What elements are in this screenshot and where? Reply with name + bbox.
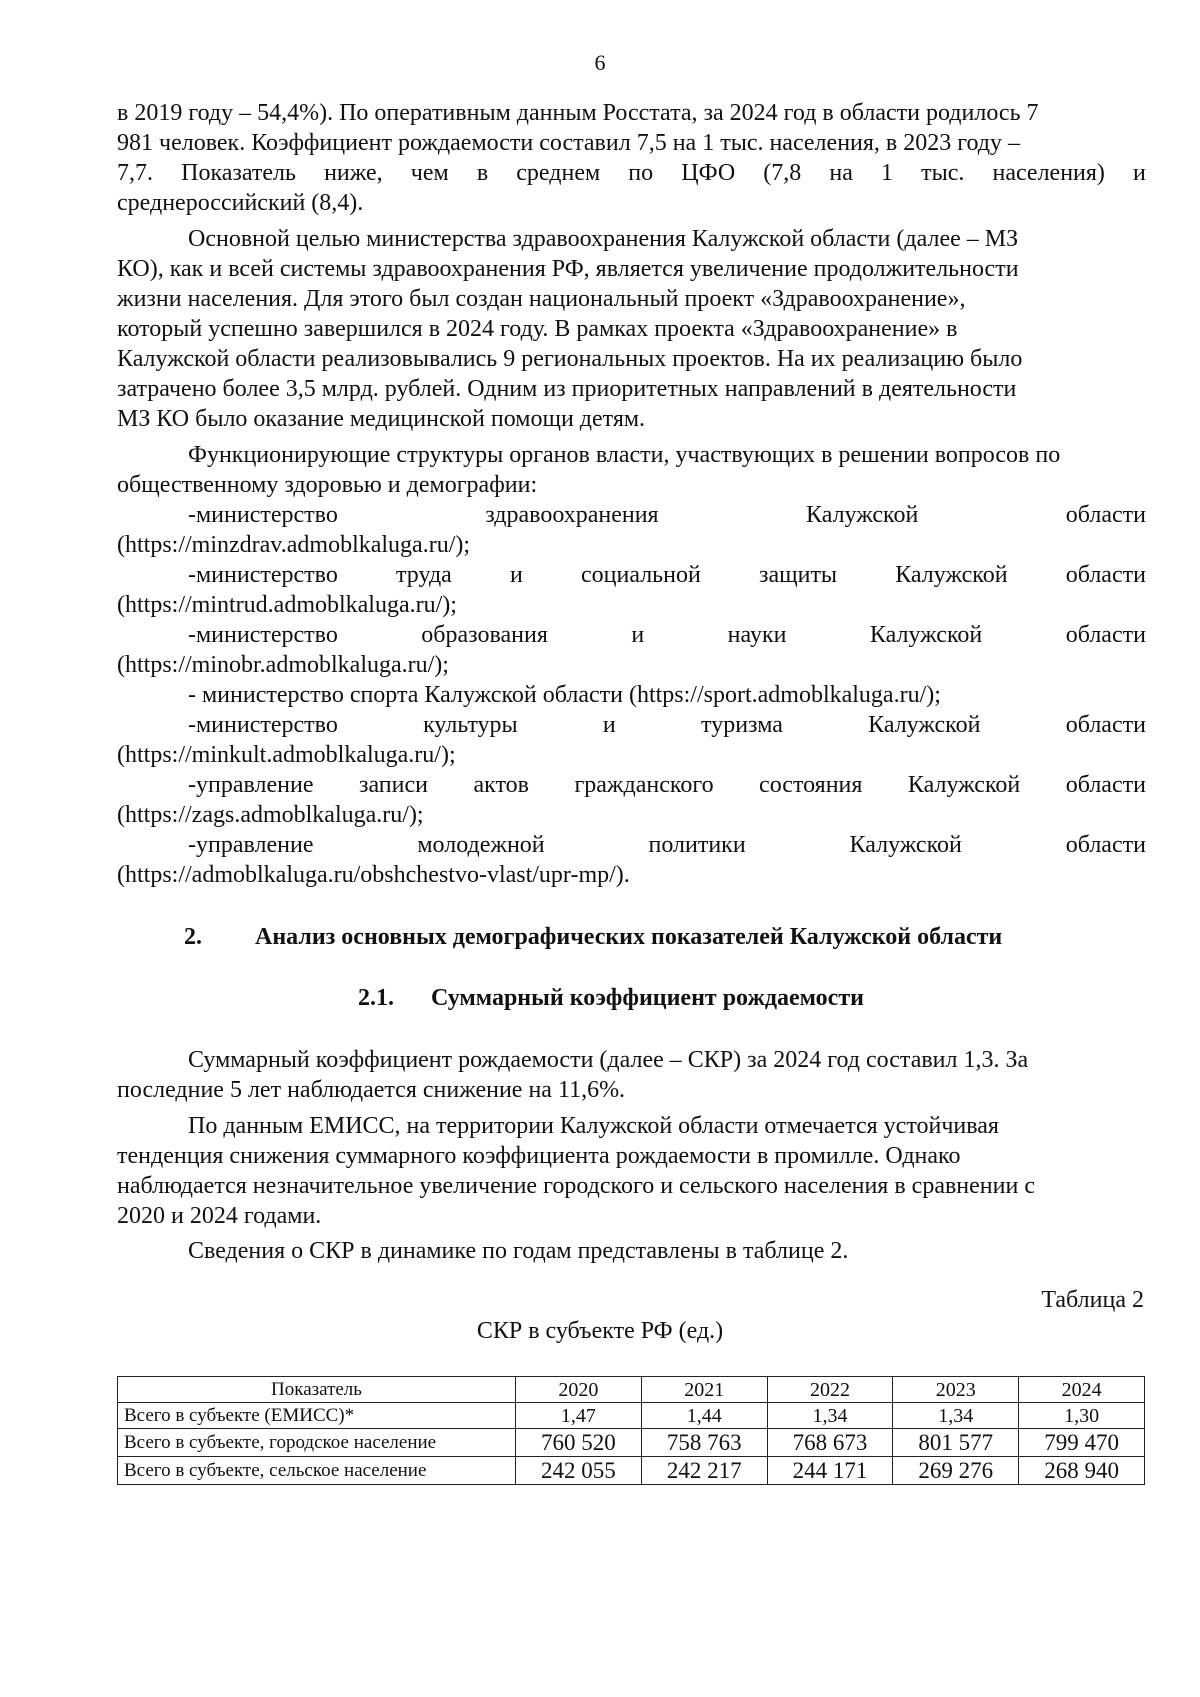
word: труда [395, 562, 452, 588]
table-cell: 269 276 [893, 1457, 1019, 1485]
table-header-cell: Показатель [118, 1377, 516, 1403]
text-line: Суммарный коэффициент рождаемости (далее – СКР) за 2024 год составил 1,3. За [188, 1047, 1029, 1073]
word: ниже, [324, 160, 383, 186]
word: Показатель [181, 160, 296, 186]
word: чем [410, 160, 449, 186]
section-heading [184, 924, 1003, 951]
list-item [188, 620, 1146, 650]
text-line: Основной целью министерства здравоохранения Калужской области (далее – МЗ [188, 226, 1019, 252]
text-line: тенденция снижения суммарного коэффициента рождаемости в промилле. Однако [117, 1143, 961, 1169]
table-header-cell: 2021 [641, 1377, 767, 1403]
text-line: последние 5 лет наблюдается снижение на 11,6%. [117, 1077, 626, 1103]
table-cell: 768 673 [767, 1429, 893, 1457]
word: и [509, 562, 523, 588]
table-row [118, 1457, 1145, 1485]
subsection-heading [358, 985, 864, 1012]
word: образования [421, 622, 548, 648]
table-cell: Всего в субъекте, сельское население [118, 1457, 516, 1485]
section-title: Анализ основных демографических показателей Калужской области [255, 924, 1003, 950]
section-number: 2.1. [358, 985, 394, 1011]
word: области [1065, 832, 1146, 858]
word: актов [473, 772, 529, 798]
word: политики [648, 832, 746, 858]
table-cell: 1,30 [1019, 1403, 1145, 1429]
text-line: МЗ КО было оказание медицинской помощи детям. [117, 406, 646, 432]
word: -министерство [188, 622, 338, 648]
word: здравоохранения [485, 502, 659, 528]
word: науки [727, 622, 787, 648]
text-line: По данным ЕМИСС, на территории Калужской области отмечается устойчивая [188, 1113, 999, 1139]
word: защиты [758, 562, 838, 588]
ministry-url: (https://minkult.admoblkaluga.ru/); [117, 742, 456, 768]
word: и [1133, 160, 1146, 186]
word: Калужской [849, 832, 962, 858]
text-line: 981 человек. Коэффициент рождаемости составил 7,5 на 1 тыс. населения, в 2023 году – [117, 130, 1021, 156]
word: -министерство [188, 712, 338, 738]
table-header-cell: 2020 [516, 1377, 642, 1403]
table-row [118, 1429, 1145, 1457]
word: -министерство [188, 502, 338, 528]
word: области [1065, 712, 1146, 738]
table-cell: 1,44 [641, 1403, 767, 1429]
table-cell: 799 470 [1019, 1429, 1145, 1457]
word: -министерство [188, 562, 338, 588]
word: -управление [188, 832, 314, 858]
table-cell: 758 763 [641, 1429, 767, 1457]
word: тыс. [921, 160, 965, 186]
table-header-cell: 2022 [767, 1377, 893, 1403]
table-header-cell: 2023 [893, 1377, 1019, 1403]
table-cell: 244 171 [767, 1457, 893, 1485]
word: и [602, 712, 616, 738]
word: Калужской [806, 502, 919, 528]
text-line: КО), как и всей системы здравоохранения РФ, является увеличение продолжительности [117, 256, 1019, 282]
table-cell: 242 055 [516, 1457, 642, 1485]
section-title: Суммарный коэффициент рождаемости [431, 985, 864, 1011]
word: 7,7. [117, 160, 153, 186]
word: области [1065, 772, 1146, 798]
word: молодежной [417, 832, 545, 858]
text-line: в 2019 году – 54,4%). По оперативным данным Росстата, за 2024 год в области родилось 7 [117, 100, 1039, 126]
table-cell: 1,34 [767, 1403, 893, 1429]
word: культуры [423, 712, 518, 738]
word: области [1065, 502, 1146, 528]
word: Калужской [869, 622, 983, 648]
text-line: жизни населения. Для этого был создан национальный проект «Здравоохранение», [117, 286, 966, 312]
page-number: 6 [594, 50, 606, 75]
list-item [188, 830, 1146, 860]
word: туризма [701, 712, 783, 738]
text-line: Сведения о СКР в динамике по годам представлены в таблице 2. [188, 1238, 849, 1264]
table-cell: 801 577 [893, 1429, 1019, 1457]
word: ЦФО [681, 160, 736, 186]
text-line [117, 158, 1146, 188]
table-cell: 1,47 [516, 1403, 642, 1429]
word: Калужской [907, 772, 1021, 798]
text-line: общественному здоровью и демографии: [117, 472, 538, 498]
word: (7,8 [763, 160, 802, 186]
word: на [829, 160, 853, 186]
table-cell: 268 940 [1019, 1457, 1145, 1485]
text-line: 2020 и 2024 годами. [117, 1203, 322, 1229]
text-line: среднероссийский (8,4). [117, 190, 364, 216]
word: области [1065, 562, 1146, 588]
ministry-url: (https://minobr.admoblkaluga.ru/); [117, 652, 449, 678]
word: гражданского [574, 772, 714, 798]
word: социальной [581, 562, 701, 588]
list-item [188, 770, 1146, 800]
word: записи [358, 772, 428, 798]
table-header-row [118, 1377, 1145, 1403]
word: среднем [516, 160, 601, 186]
section-number: 2. [184, 924, 202, 950]
table-caption: СКР в субъекте РФ (ед.) [476, 1318, 724, 1344]
table-cell: Всего в субъекте, городское население [118, 1429, 516, 1457]
word: по [628, 160, 654, 186]
word: области [1065, 622, 1146, 648]
word: -управление [188, 772, 314, 798]
table-cell: Всего в субъекте (ЕМИСС)* [118, 1403, 516, 1429]
word: в [476, 160, 489, 186]
table-header-cell: 2024 [1019, 1377, 1145, 1403]
list-item [188, 710, 1146, 740]
table-row [118, 1403, 1145, 1429]
list-item [188, 560, 1146, 590]
text-line: наблюдается незначительное увеличение городского и сельского населения в сравнении с [117, 1173, 1035, 1199]
table-cell: 1,34 [893, 1403, 1019, 1429]
text-line: Калужской области реализовывались 9 региональных проектов. На их реализацию было [117, 346, 1023, 372]
table-cell: 242 217 [641, 1457, 767, 1485]
list-item: - министерство спорта Калужской области (https://sport.admoblkaluga.ru/); [188, 682, 941, 708]
word: Калужской [895, 562, 1008, 588]
table-cell: 760 520 [516, 1429, 642, 1457]
ministry-url: (https://admoblkaluga.ru/obshchestvo-vlast/upr-mp/). [117, 862, 630, 888]
ministry-url: (https://zags.admoblkaluga.ru/); [117, 802, 424, 828]
table-label: Таблица 2 [1041, 1287, 1144, 1313]
word: и [631, 622, 645, 648]
word: населения) [992, 160, 1105, 186]
list-item [188, 500, 1146, 530]
word: Калужской [868, 712, 981, 738]
text-line: Функционирующие структуры органов власти, участвующих в решении вопросов по [188, 442, 1061, 468]
text-line: затрачено более 3,5 млрд. рублей. Одним из приоритетных направлений в деятельности [117, 376, 1017, 402]
word: 1 [880, 160, 893, 186]
skr-table [117, 1376, 1145, 1485]
ministry-url: (https://mintrud.admoblkaluga.ru/); [117, 592, 457, 618]
ministry-url: (https://minzdrav.admoblkaluga.ru/); [117, 532, 471, 558]
word: состояния [759, 772, 863, 798]
text-line: который успешно завершился в 2024 году. В рамках проекта «Здравоохранение» в [117, 316, 958, 342]
